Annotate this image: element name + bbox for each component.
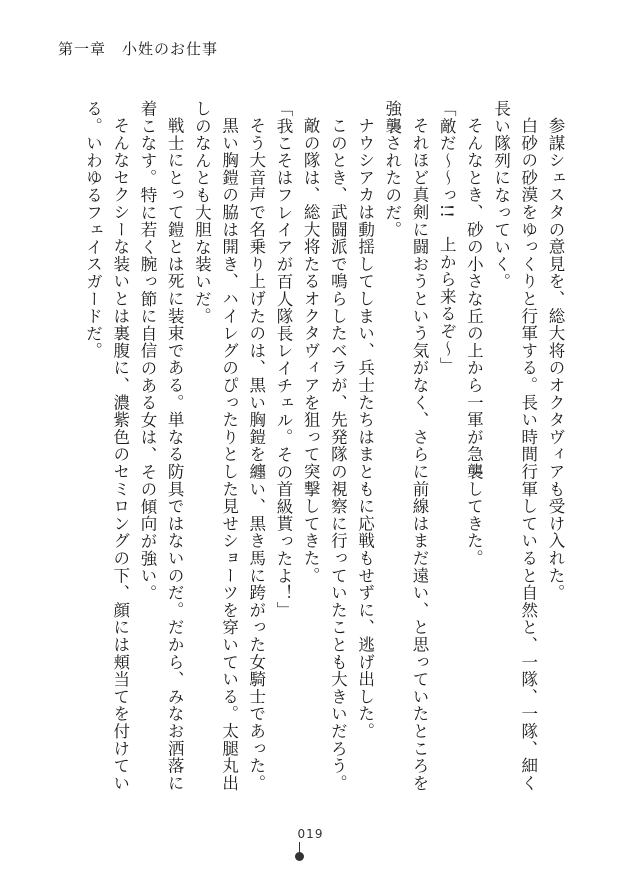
- narrative-paragraph: 白砂の砂漠をゆっくりと行軍する。長い時間行軍していると自然と、一隊、一隊、細く長い隊列になっていく。: [491, 100, 538, 792]
- narrative-paragraph: このとき、武闘派で鳴らしたベラが、先発隊の視察に行っていたことも大きいだろう。: [328, 116, 348, 792]
- dialogue-paragraph: 「我こそはフレイアが百人隊長レイチェル。その首級貰ったよ！」: [273, 100, 293, 619]
- narrative-paragraph: 敵の隊は、総大将たるオクタヴィアを狙って突撃してきた。: [301, 116, 321, 584]
- page-ornament-dot: [295, 852, 304, 861]
- narrative-paragraph: 戦士にとって鎧とは死に装束である。単なる防具ではないのだ。だから、みなお洒落に着こなす。特に若く腕っ節に自信のある女は、その傾向が強い。: [137, 100, 185, 792]
- narrative-paragraph: ナウシアカは動揺してしまい、兵士たちはまともに応戦もせずに、逃げ出した。: [355, 116, 375, 740]
- narrative-paragraph: 参謀シェスタの意見を、総大将のオクタヴィアも受け入れた。: [546, 116, 565, 601]
- chapter-header: 第一章 小姓のお仕事: [58, 40, 219, 58]
- narrative-paragraph: そんなセクシーな装いとは裏腹に、濃紫色のセミロングの下、顔には頬当てを付けている。いわゆるフェイスガードだ。: [83, 100, 130, 792]
- narrative-paragraph: そんなとき、砂の小さな丘の上から一軍が急襲してきた。: [464, 116, 484, 567]
- narrative-paragraph: 黒い胸鎧の脇は開き、ハイレグのぴったりとした見せショーツを穿いている。太腿丸出しのなんとも大胆な装いだ。: [192, 100, 239, 792]
- dialogue-paragraph: 「敵だ〜〜っ!! 上から来るぞ〜」: [437, 100, 457, 375]
- page-number: 019: [297, 827, 324, 841]
- narrative-paragraph: そう大音声で名乗り上げたのは、黒い胸鎧を纏い、黒き馬に跨がった女騎士であった。: [246, 116, 266, 792]
- narrative-paragraph: それほど真剣に闘おうという気がなく、さらに前線はまだ遠い、と思っていたところを強襲されたのだ。: [382, 100, 429, 792]
- body-text: [83, 100, 569, 800]
